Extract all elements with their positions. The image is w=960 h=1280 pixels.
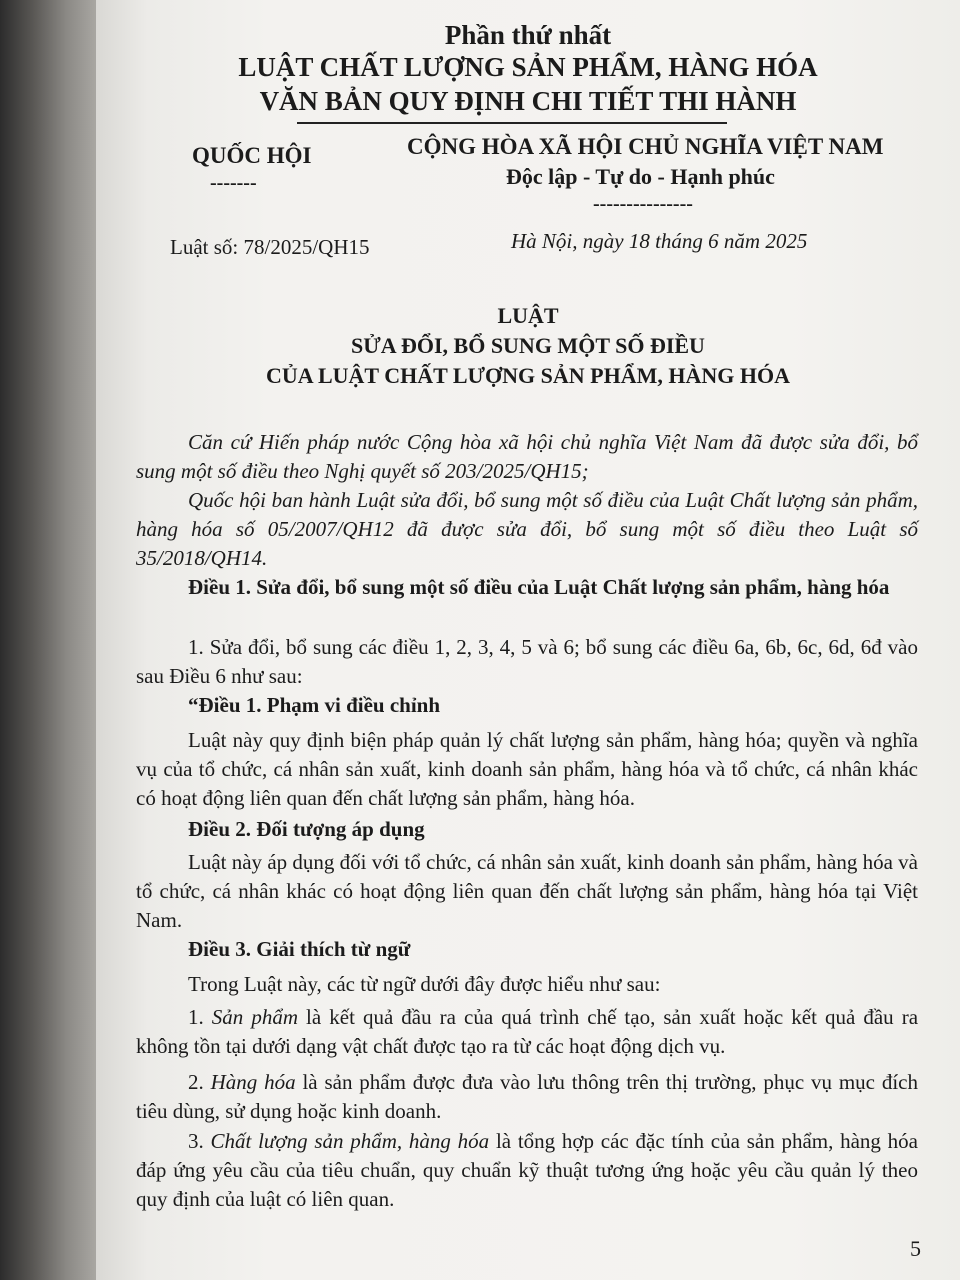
- sub-article-2-text: Luật này áp dụng đối với tổ chức, cá nhân sản xuất, kinh doanh sản phẩm, hàng hóa và tổ chức, cá nhân khác có hoạt động liên quan đến chất lượng sản phẩm, hàng hóa tại Việt Nam.: [136, 850, 918, 932]
- sub-article-1-text: Luật này quy định biện pháp quản lý chất lượng sản phẩm, hàng hóa; quyền và nghĩa vụ của tổ chức, cá nhân sản xuất, kinh doanh sản phẩm, hàng hóa và tổ chức, cá nhân khác có hoạt động liên quan đến chất lượng sản phẩm, hàng hóa.: [136, 728, 918, 810]
- facing-page-edge: [0, 0, 96, 1280]
- part-subtitle-1: LUẬT CHẤT LƯỢNG SẢN PHẨM, HÀNG HÓA: [238, 52, 818, 82]
- preamble-basis: Căn cứ Hiến pháp nước Cộng hòa xã hội chủ nghĩa Việt Nam đã được sửa đổi, bổ sung một số điều theo Nghị quyết số 203/2025/QH15;: [136, 430, 918, 483]
- definition-1: 1. Sản phẩm là kết quả đầu ra của quá trình chế tạo, sản xuất hoặc kết quả đầu ra không tồn tại dưới dạng vật chất được tạo ra từ các hoạt động dịch vụ.: [136, 1005, 919, 1058]
- national-motto: Độc lập - Tự do - Hạnh phúc: [506, 164, 775, 189]
- country-name: CỘNG HÒA XÃ HỘI CHỦ NGHĨA VIỆT NAM: [407, 134, 884, 159]
- part-subtitle-2: VĂN BẢN QUY ĐỊNH CHI TIẾT THI HÀNH: [259, 86, 797, 116]
- heading-underline: [297, 122, 727, 124]
- place-date: Hà Nội, ngày 18 tháng 6 năm 2025: [511, 229, 808, 253]
- sub-article-3-heading: Điều 3. Giải thích từ ngữ: [188, 937, 411, 961]
- preamble-enactment: Quốc hội ban hành Luật sửa đổi, bổ sung một số điều của Luật Chất lượng sản phẩm, hàng hóa số 05/2007/QH12 đã được sửa đổi, bổ sung một số điều theo Luật số 35/2018/QH14.: [136, 488, 918, 570]
- definition-3: 3. Chất lượng sản phẩm, hàng hóa là tổng hợp các đặc tính của sản phẩm, hàng hóa đáp ứng yêu cầu của tiêu chuẩn, quy chuẩn kỹ thuật tương ứng hoặc yêu cầu quản lý theo quy định của luật có liên quan.: [136, 1129, 918, 1211]
- law-title: LUẬT: [497, 303, 559, 328]
- part-title: Phần thứ nhất: [444, 20, 612, 50]
- definition-2: 2. Hàng hóa là sản phẩm được đưa vào lưu thông trên thị trường, phục vụ mục đích tiêu dùng, sử dụng hoặc kinh doanh.: [136, 1070, 919, 1123]
- page-number: 5: [910, 1236, 921, 1261]
- issuer-name: QUỐC HỘI: [192, 143, 312, 168]
- article-1-heading: Điều 1. Sửa đổi, bổ sung một số điều của Luật Chất lượng sản phẩm, hàng hóa: [188, 575, 890, 599]
- law-title-line-2: SỬA ĐỔI, BỔ SUNG MỘT SỐ ĐIỀU: [351, 333, 705, 358]
- clause-1: 1. Sửa đổi, bổ sung các điều 1, 2, 3, 4, 5 và 6; bổ sung các điều 6a, 6b, 6c, 6d, 6đ vào sau Điều 6 như sau:: [136, 635, 918, 688]
- law-number: Luật số: 78/2025/QH15: [170, 235, 370, 259]
- sub-article-1-heading: “Điều 1. Phạm vi điều chỉnh: [188, 693, 441, 717]
- issuer-separator: -------: [210, 172, 257, 194]
- sub-article-3-intro: Trong Luật này, các từ ngữ dưới đây được hiểu như sau:: [188, 972, 661, 996]
- law-title-line-3: CỦA LUẬT CHẤT LƯỢNG SẢN PHẨM, HÀNG HÓA: [266, 363, 790, 388]
- motto-separator: ---------------: [593, 193, 693, 215]
- sub-article-2-heading: Điều 2. Đối tượng áp dụng: [188, 817, 425, 841]
- document-page: [96, 0, 960, 1280]
